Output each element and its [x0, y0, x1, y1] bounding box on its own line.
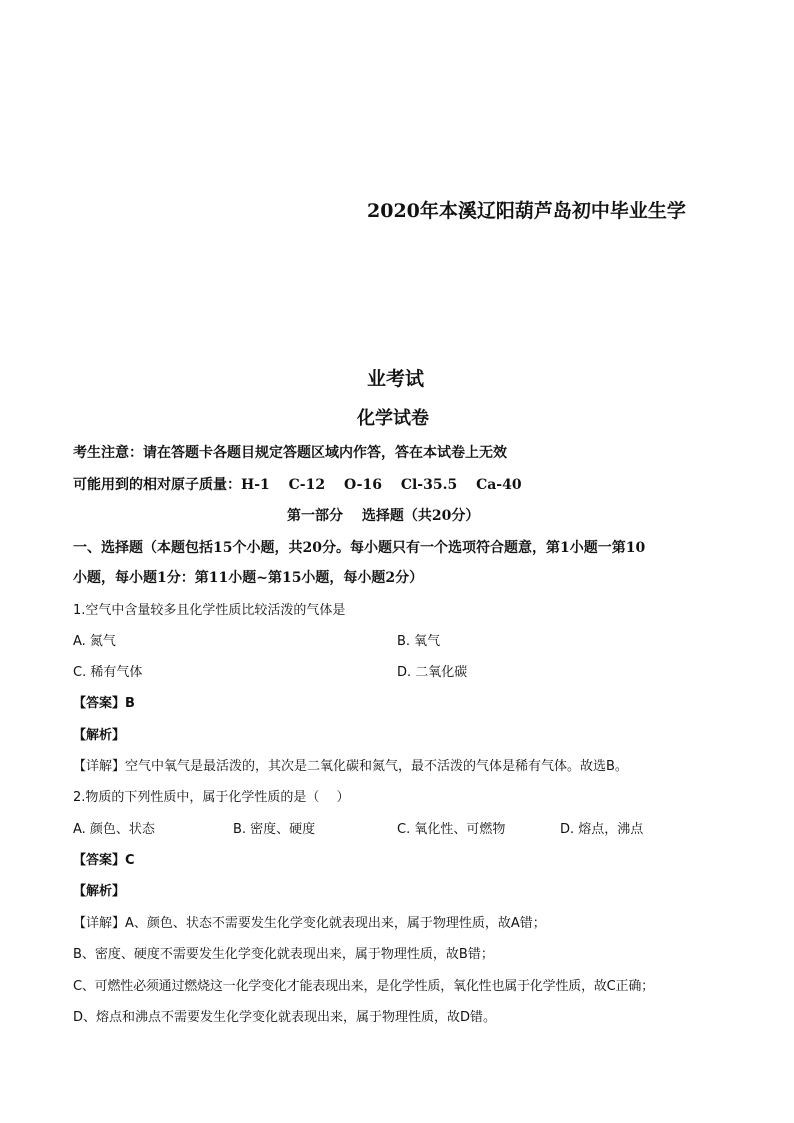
- detail-line: B、密度、硬度不需要发生化学变化就表现出来，属于物理性质，故B错；: [73, 947, 494, 962]
- option-d: D. 二氧化碳: [397, 665, 468, 680]
- analysis-label: 【解析】: [73, 884, 126, 899]
- question-stem: 1.空气中含量较多且化学性质比较活泼的气体是: [73, 603, 346, 618]
- analysis-label: 【解析】: [73, 728, 126, 743]
- answer-label: 【答案】C: [73, 853, 135, 868]
- section-instructions-line2: 小题，每小题1分：第11小题~第15小题，每小题2分）: [73, 570, 424, 586]
- exam-title-line1: 2020年本溪辽阳葫芦岛初中毕业生学: [367, 200, 686, 222]
- detail-line: 【详解】空气中氧气是最活泼的，其次是二氧化碳和氮气，最不活泼的气体是稀有气体。故选B。: [73, 759, 628, 774]
- option-d: D. 熔点，沸点: [560, 822, 644, 837]
- answer-label: 【答案】B: [73, 696, 135, 711]
- option-a: A. 颜色、状态: [73, 822, 155, 837]
- option-a: A. 氮气: [73, 634, 116, 649]
- option-b: B. 密度、硬度: [233, 822, 316, 837]
- question-stem: 2.物质的下列性质中，属于化学性质的是（ ）: [73, 790, 350, 805]
- atomic-mass-line: 可能用到的相对原子质量：H-1 C-12 O-16 Cl-35.5 Ca-40: [73, 477, 522, 493]
- option-b: B. 氧气: [397, 634, 441, 649]
- part1-title: 第一部分 选择题（共20分）: [287, 508, 480, 524]
- notice-attention: 考生注意：请在答题卡各题目规定答题区域内作答，答在本试卷上无效: [73, 445, 507, 461]
- exam-title-line2: 业考试: [367, 368, 425, 390]
- option-c: C. 稀有气体: [73, 665, 143, 680]
- detail-line: D、熔点和沸点不需要发生化学变化就表现出来，属于物理性质，故D错。: [73, 1010, 497, 1025]
- section-instructions-line1: 一、选择题（本题包括15个小题，共20分。每小题只有一个选项符合题意，第1小题一第10: [73, 540, 646, 556]
- detail-line: 【详解】A、颜色、状态不需要发生化学变化就表现出来，属于物理性质，故A错；: [73, 916, 546, 931]
- option-c: C. 氧化性、可燃物: [397, 822, 506, 837]
- subject-title: 化学试卷: [357, 408, 429, 429]
- detail-line: C、可燃性必须通过燃烧这一化学变化才能表现出来，是化学性质，氧化性也属于化学性质，故C正确；: [73, 979, 654, 994]
